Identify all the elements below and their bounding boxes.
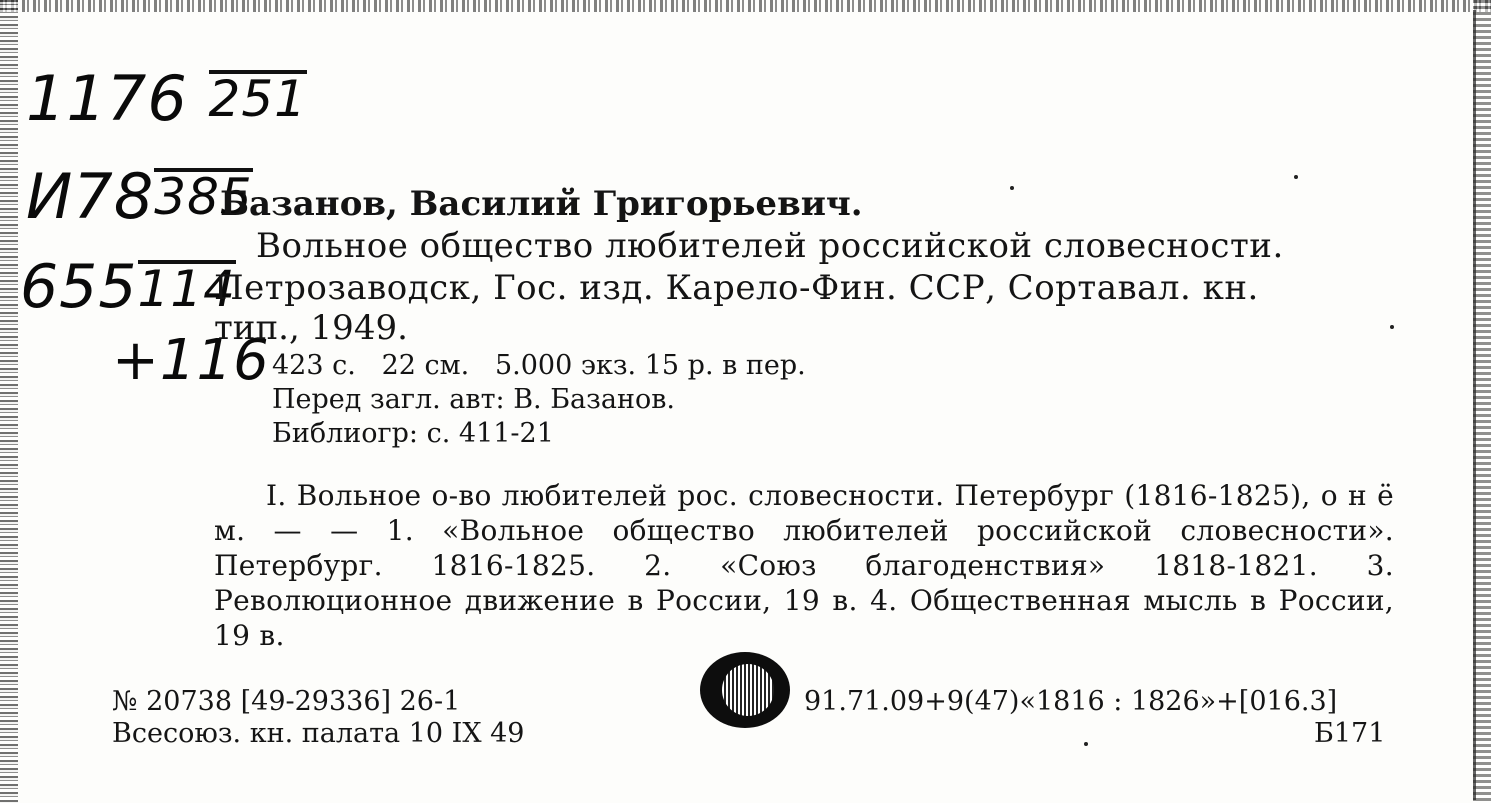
classification-index: 91.71.09+9(47)«1816 : 1826»+[016.3] xyxy=(804,686,1338,717)
book-chamber: Всесоюз. кн. палата 10 IX 49 xyxy=(112,718,525,749)
note-bibliography: Библиогр: с. 411-21 xyxy=(272,418,554,449)
punch-hole-inner xyxy=(722,664,774,716)
speck xyxy=(1084,742,1088,746)
speck xyxy=(1010,186,1014,190)
handwritten-shelfmark-3: 655 114 xyxy=(20,252,236,322)
speck xyxy=(1390,325,1394,329)
imprint-line-2: тип., 1949. xyxy=(214,308,408,348)
speck xyxy=(1294,175,1298,179)
handwritten-shelfmark-2: И78 385 xyxy=(26,160,253,233)
scan-edge-line xyxy=(1473,10,1476,800)
handwritten-shelfmark-1: 1176 251 xyxy=(26,62,307,135)
imprint-line-1: Петрозаводск, Гос. изд. Карело-Фин. ССР, Сортавал. кн. xyxy=(214,268,1259,308)
author-code: Б171 xyxy=(1314,718,1386,749)
scan-edge-top xyxy=(0,0,1491,12)
subject-headings: I. Вольное о-во любителей рос. словесности. Петербург (1816-1825), о н ё м. — — 1. «Вольное общество любителей российской словесности». Петербург. 1816-1825. 2. «Союз благоденствия» 1818-1821. 3. Революционное движение в России, 19 в. 4. Общественная мысль в России, 19 в. xyxy=(214,479,1394,652)
card-number: № 20738 [49-29336] 26-1 xyxy=(112,686,461,717)
note-author: Перед загл. авт: В. Базанов. xyxy=(272,384,675,415)
handwritten-shelfmark-4: +116 xyxy=(112,328,270,393)
book-title: Вольное общество любителей российской словесности. xyxy=(256,226,1284,266)
author-heading: Базанов, Василий Григорьевич. xyxy=(220,184,863,224)
scan-edge-left xyxy=(0,0,18,803)
physical-description: 423 с. 22 см. 5.000 экз. 15 р. в пер. xyxy=(272,350,806,381)
